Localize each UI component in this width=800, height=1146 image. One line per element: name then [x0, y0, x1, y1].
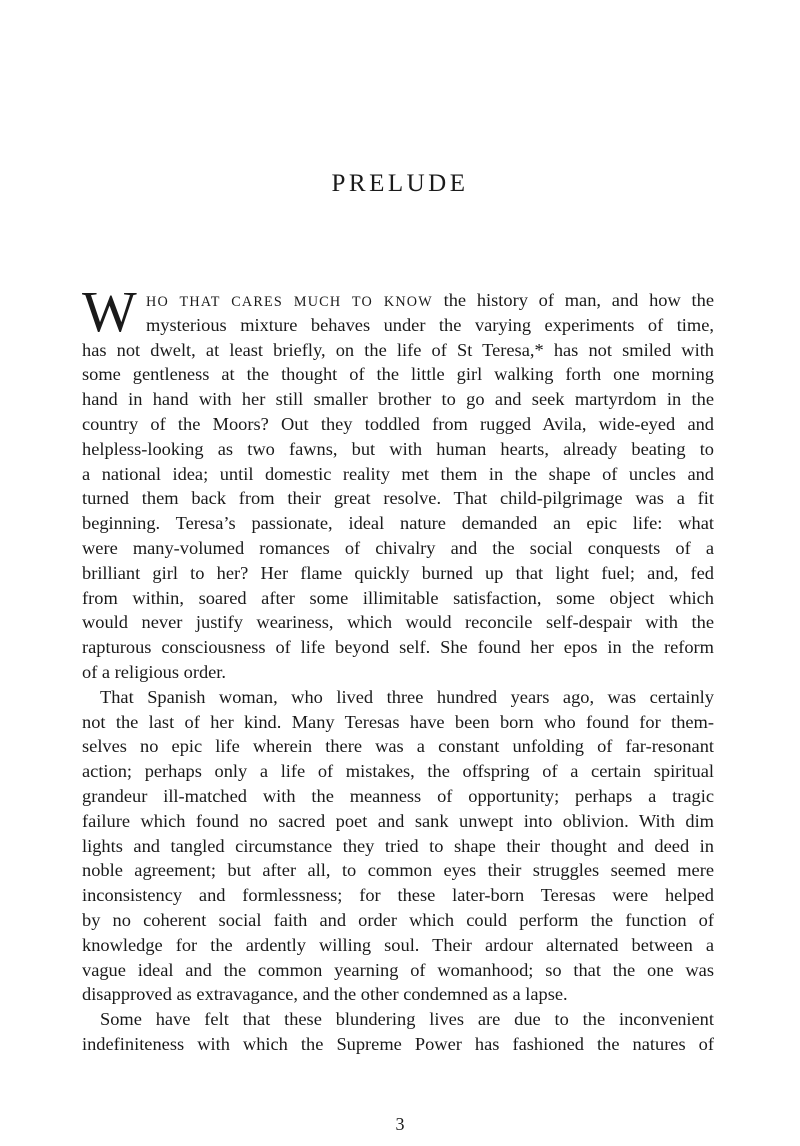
text-line: disapproved as extravagance, and the other condemned as a lapse.: [82, 984, 568, 1005]
paragraph-2: [82, 685, 714, 1007]
text-line: not the last of her kind. Many Teresas have been born who found for them-: [82, 711, 714, 732]
text-line: grandeur ill-matched with the meanness of opportunity; perhaps a tragic: [82, 785, 714, 806]
text-line: has not dwelt, at least briefly, on the life of St Teresa,* has not smiled with: [82, 339, 714, 360]
text-line: Some have felt that these blundering lives are due to the inconvenient: [100, 1009, 714, 1030]
text-line: selves no epic life wherein there was a constant unfolding of far-resonant: [82, 736, 714, 757]
text-line: lights and tangled circumstance they tried to shape their thought and deed in: [82, 835, 714, 856]
text-line: brilliant girl to her? Her flame quickly burned up that light fuel; and, fed: [82, 562, 714, 583]
text-line: beginning. Teresa’s passionate, ideal nature demanded an epic life: what: [82, 513, 714, 534]
text-line: helpless-looking as two fawns, but with human hearts, already beating to: [82, 438, 714, 459]
paragraph-1: [82, 279, 714, 685]
opening-small-caps: HO THAT CARES MUCH TO KNOW: [146, 294, 433, 310]
text-line: noble agreement; but after all, to common eyes their struggles seemed mere: [82, 860, 714, 881]
text-line: rapturous consciousness of life beyond self. She found her epos in the reform: [82, 637, 714, 658]
text-line: from within, soared after some illimitable satisfaction, some object which: [82, 587, 714, 608]
text-line: some gentleness at the thought of the little girl walking forth one morning: [82, 364, 714, 385]
text-line: a national idea; until domestic reality met them in the shape of uncles and: [82, 463, 714, 484]
page-number: 3: [395, 1114, 405, 1134]
text-line-rest: the history of man, and how the: [432, 290, 714, 310]
text-line: action; perhaps only a life of mistakes, the offspring of a certain spiritual: [82, 761, 714, 782]
text-line: That Spanish woman, who lived three hundred years ago, was certainly: [100, 686, 714, 707]
prelude-text: [82, 279, 714, 1057]
text-line: indefiniteness with which the Supreme Power has fashioned the natures of: [82, 1033, 714, 1054]
drop-cap: W: [82, 279, 137, 344]
text-line: mysterious mixture behaves under the varying experiments of time,: [146, 314, 714, 335]
text-line: would never justify weariness, which would reconcile self-despair with the: [82, 612, 714, 633]
chapter-title: PRELUDE: [331, 170, 469, 197]
text-line: failure which found no sacred poet and sank unwept into oblivion. With dim: [82, 810, 714, 831]
text-line: [82, 288, 714, 313]
text-line: vague ideal and the common yearning of womanhood; so that the one was: [82, 959, 714, 980]
text-line: turned them back from their great resolve. That child-pilgrimage was a fit: [82, 488, 714, 509]
text-line: hand in hand with her still smaller brother to go and seek martyrdom in the: [82, 389, 714, 410]
text-line: knowledge for the ardently willing soul. Their ardour alternated between a: [82, 934, 714, 955]
text-line: by no coherent social faith and order which could perform the function of: [82, 909, 714, 930]
text-line: inconsistency and formlessness; for these later-born Teresas were helped: [82, 885, 714, 906]
text-line: were many-volumed romances of chivalry and the social conquests of a: [82, 537, 714, 558]
paragraph-3: [82, 1007, 714, 1057]
text-line: of a religious order.: [82, 661, 227, 682]
text-line: country of the Moors? Out they toddled from rugged Avila, wide-eyed and: [82, 413, 714, 434]
